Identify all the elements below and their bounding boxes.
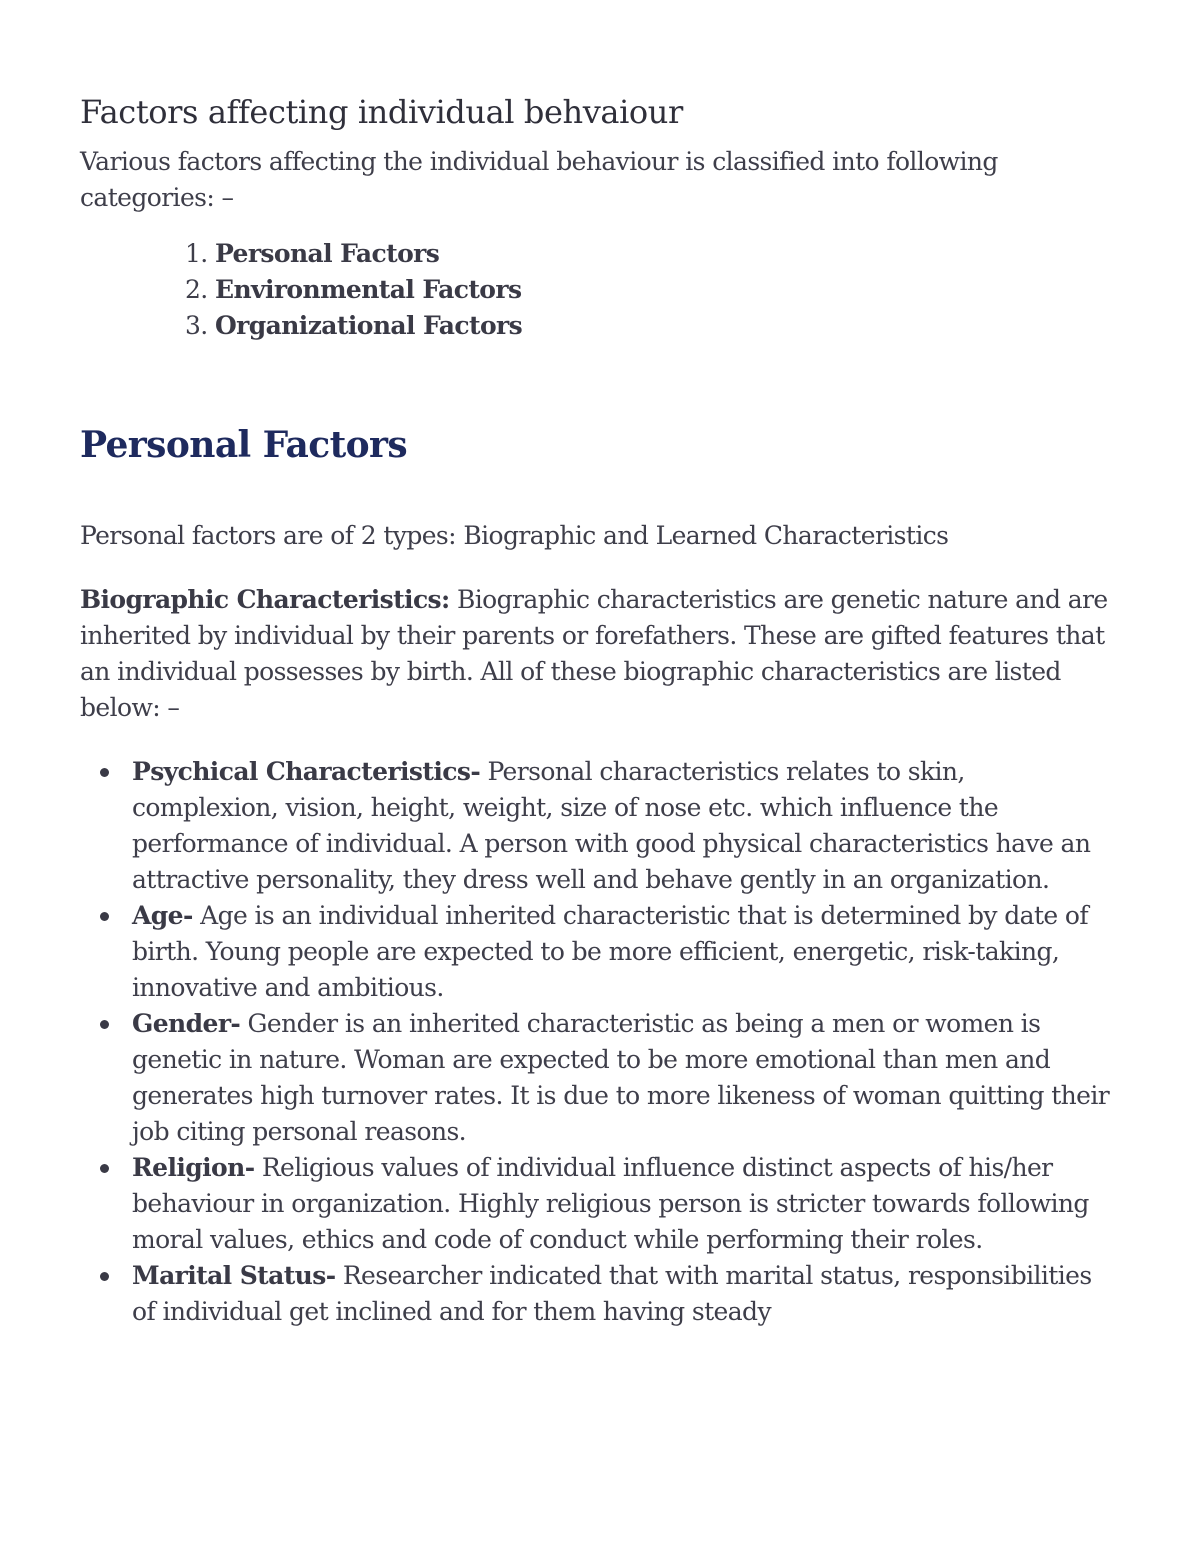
list-item-text: Religious values of individual influence distinct aspects of his/her behaviour in organization. Highly religious person is stricter towards following moral values, ethics and code of conduct while performing their roles. [132, 1153, 1089, 1254]
bullet-icon [100, 912, 109, 921]
list-item-term: Psychical Characteristics- [132, 757, 481, 786]
list-item [132, 754, 1110, 898]
list-item [132, 1006, 1110, 1150]
category-list [80, 236, 1110, 344]
list-item-text: Gender is an inherited characteristic as being a men or women is genetic in nature. Woman are expected to be more emotional than men and generates high turnover rates. It is due to more likeness of woman quitting their job citing personal reasons. [132, 1009, 1110, 1146]
list-item-term: Age- [132, 901, 193, 930]
list-item-text: Personal characteristics relates to skin, complexion, vision, height, weight, size of nose etc. which influence the performance of individual. A person with good physical characteristics have an attractive personality, they dress well and behave gently in an organization. [132, 757, 1091, 894]
bullet-icon [100, 1272, 109, 1281]
category-item [215, 236, 1110, 272]
list-item-text: Researcher indicated that with marital status, responsibilities of individual get inclined and for them having steady [132, 1261, 1092, 1326]
category-item-label: Environmental Factors [215, 275, 522, 304]
list-item [132, 1150, 1110, 1258]
bullet-icon [100, 768, 109, 777]
bullet-icon [100, 1020, 109, 1029]
biographic-label: Biographic Characteristics: [80, 585, 450, 614]
list-item-term: Religion- [132, 1153, 255, 1182]
category-item-label: Organizational Factors [215, 311, 523, 340]
document-title: Factors affecting individual behvaiour [80, 93, 683, 131]
characteristics-list [80, 754, 1110, 1330]
category-item-label: Personal Factors [215, 239, 440, 268]
bullet-icon [100, 1164, 109, 1173]
section-heading: Personal Factors [80, 424, 408, 466]
biographic-paragraph [80, 582, 1110, 726]
list-item [132, 1258, 1110, 1330]
types-paragraph: Personal factors are of 2 types: Biographic and Learned Characteristics [80, 521, 949, 550]
list-item-term: Gender- [132, 1009, 241, 1038]
list-item [132, 898, 1110, 1006]
intro-paragraph: Various factors affecting the individual behaviour is classified into following categories: – [80, 147, 998, 212]
category-item [215, 272, 1110, 308]
biographic-text: Biographic characteristics are genetic nature and are inherited by individual by their parents or forefathers. These are gifted features that an individual possesses by birth. All of these biographic characteristics are listed below: – [80, 585, 1108, 722]
list-item-term: Marital Status- [132, 1261, 336, 1290]
category-item [215, 308, 1110, 344]
document-page [80, 90, 1110, 1330]
list-item-text: Age is an individual inherited characteristic that is determined by date of birth. Young people are expected to be more efficient, energetic, risk-taking, innovative and ambitious. [132, 901, 1089, 1002]
